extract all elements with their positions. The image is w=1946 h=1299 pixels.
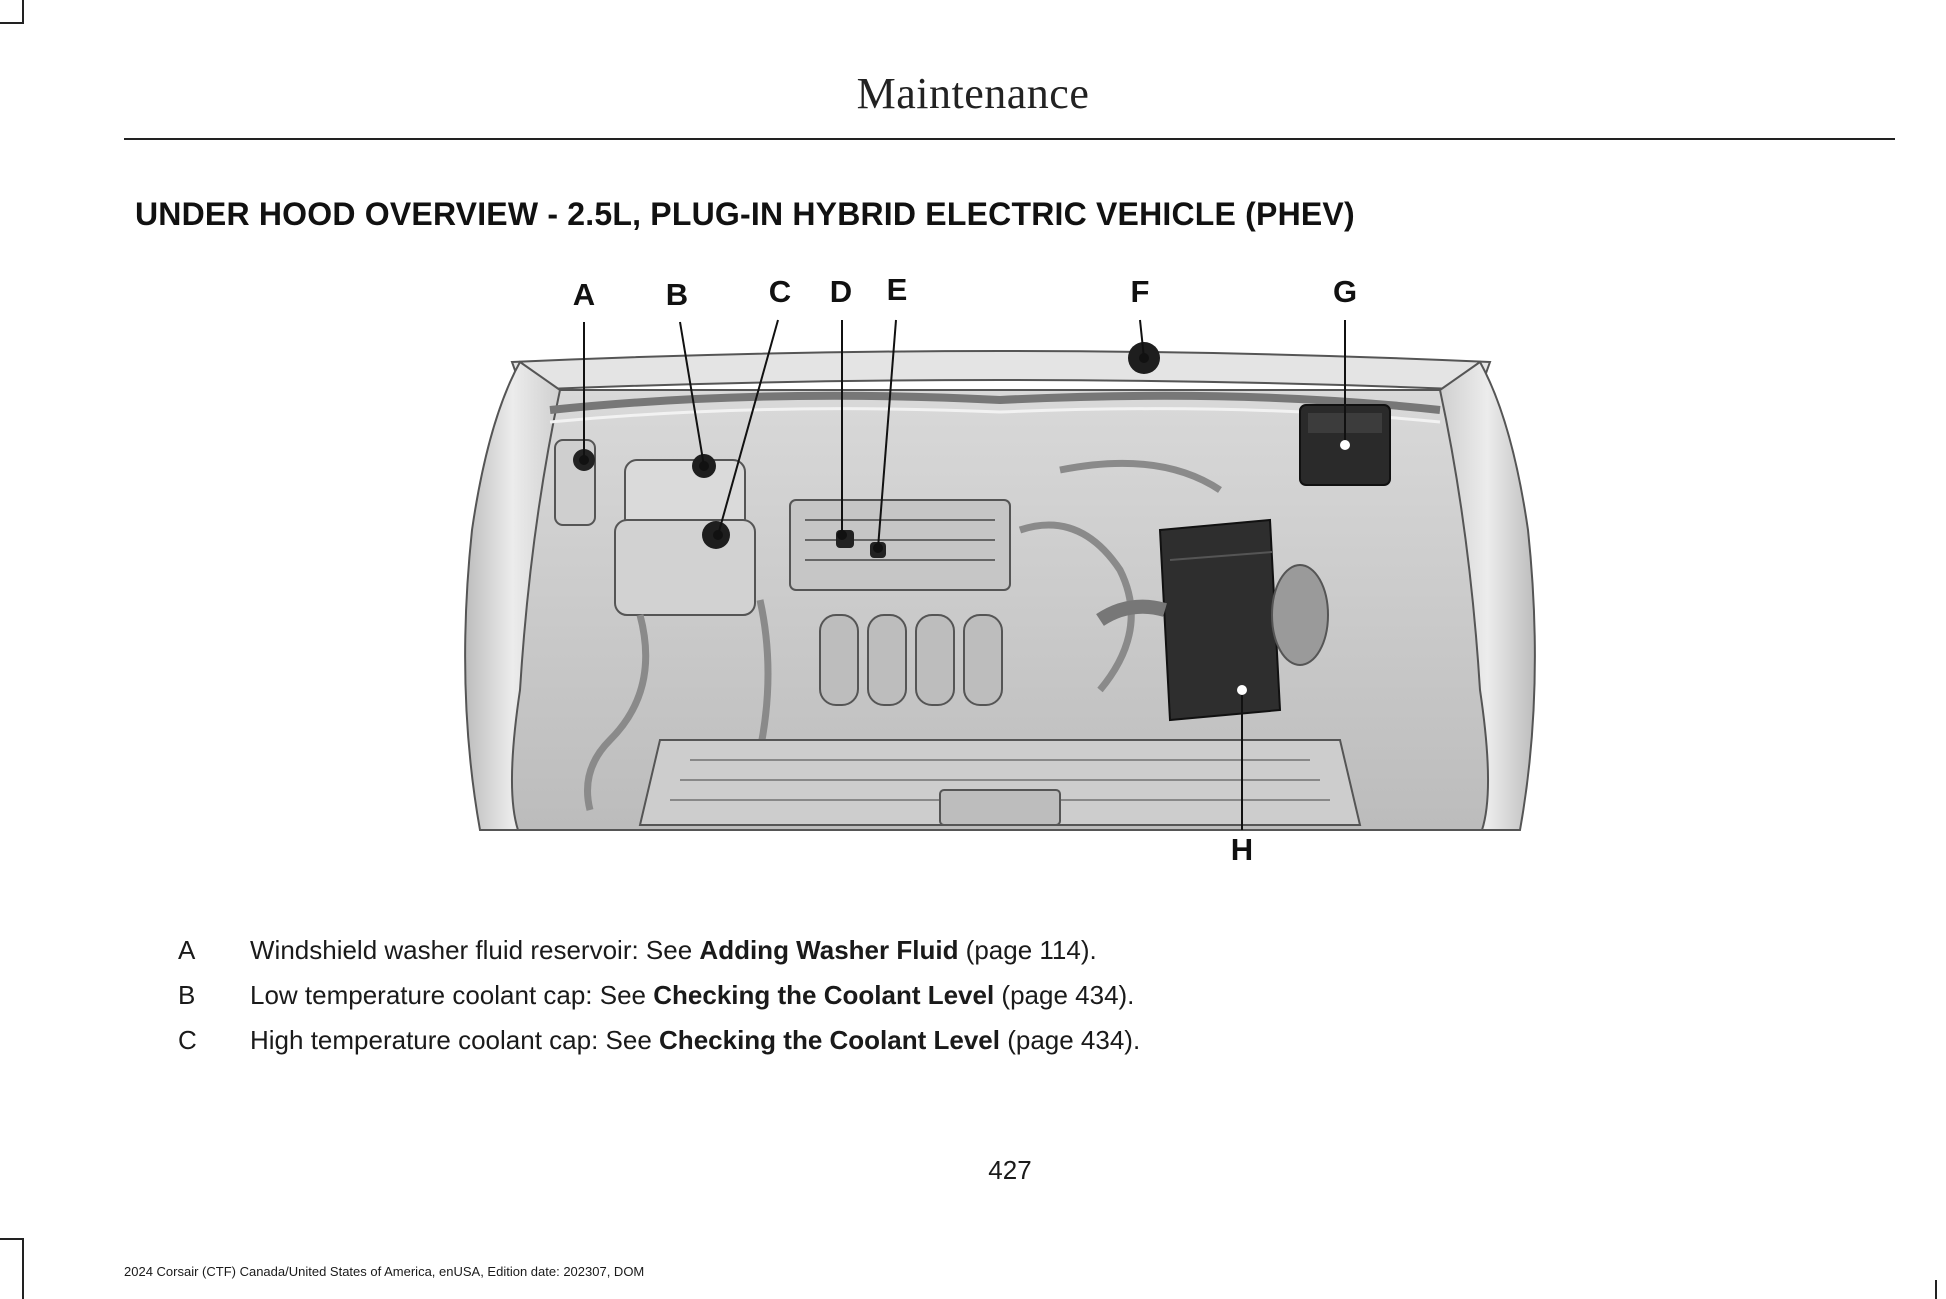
legend-description bbox=[250, 1025, 1140, 1056]
legend-key: A bbox=[178, 935, 196, 965]
under-hood-illustration bbox=[460, 270, 1540, 890]
page-reference: (page 114). bbox=[958, 935, 1097, 965]
cross-reference-link[interactable]: Adding Washer Fluid bbox=[699, 935, 959, 965]
callout-a-label: A bbox=[572, 277, 596, 312]
legend-text: High temperature coolant cap: See bbox=[250, 1025, 660, 1055]
legend-row bbox=[178, 1025, 1828, 1070]
legend-row bbox=[178, 935, 1828, 980]
section-title: UNDER HOOD OVERVIEW - 2.5L, PLUG-IN HYBRID ELECTRIC VEHICLE (PHEV) bbox=[135, 196, 1355, 232]
legend-text: Windshield washer fluid reservoir: See bbox=[250, 935, 700, 965]
crop-mark-bottom-right-vertical bbox=[1935, 1280, 1937, 1299]
callout-g-label: G bbox=[1332, 274, 1358, 309]
page-reference: (page 434). bbox=[994, 980, 1135, 1010]
legend-description bbox=[250, 980, 1134, 1011]
callout-e-label: E bbox=[886, 272, 908, 307]
engine-bay-drawing bbox=[460, 270, 1540, 890]
callout-legend bbox=[178, 935, 1828, 1070]
crop-mark-bottom-left-vertical bbox=[22, 1238, 24, 1299]
cross-reference-link[interactable]: Checking the Coolant Level bbox=[659, 1025, 1000, 1055]
crop-mark-bottom-left-horizontal bbox=[0, 1238, 24, 1240]
page-number: 427 bbox=[988, 1155, 1032, 1185]
callout-b-label: B bbox=[665, 277, 689, 312]
cross-reference-link[interactable]: Checking the Coolant Level bbox=[653, 980, 995, 1010]
crop-mark-top-left-vertical bbox=[22, 0, 24, 22]
legend-row bbox=[178, 980, 1828, 1025]
legend-text: Low temperature coolant cap: See bbox=[250, 980, 654, 1010]
page-reference: (page 434). bbox=[999, 1025, 1141, 1055]
callout-d-label: D bbox=[829, 274, 853, 309]
legend-description bbox=[250, 935, 1097, 966]
header-rule bbox=[124, 138, 1895, 140]
engine-bay-body bbox=[465, 342, 1535, 830]
edition-footer: 2024 Corsair (CTF) Canada/United States of America, enUSA, Edition date: 202307, DOM bbox=[124, 1264, 645, 1279]
legend-key: B bbox=[178, 980, 196, 1010]
callout-c-label: C bbox=[768, 274, 792, 309]
callout-f-label: F bbox=[1130, 274, 1150, 309]
callout-h-label: H bbox=[1230, 832, 1254, 867]
legend-key: C bbox=[178, 1025, 197, 1055]
running-header-title: Maintenance bbox=[856, 69, 1090, 118]
crop-mark-top-left-horizontal bbox=[0, 22, 24, 24]
